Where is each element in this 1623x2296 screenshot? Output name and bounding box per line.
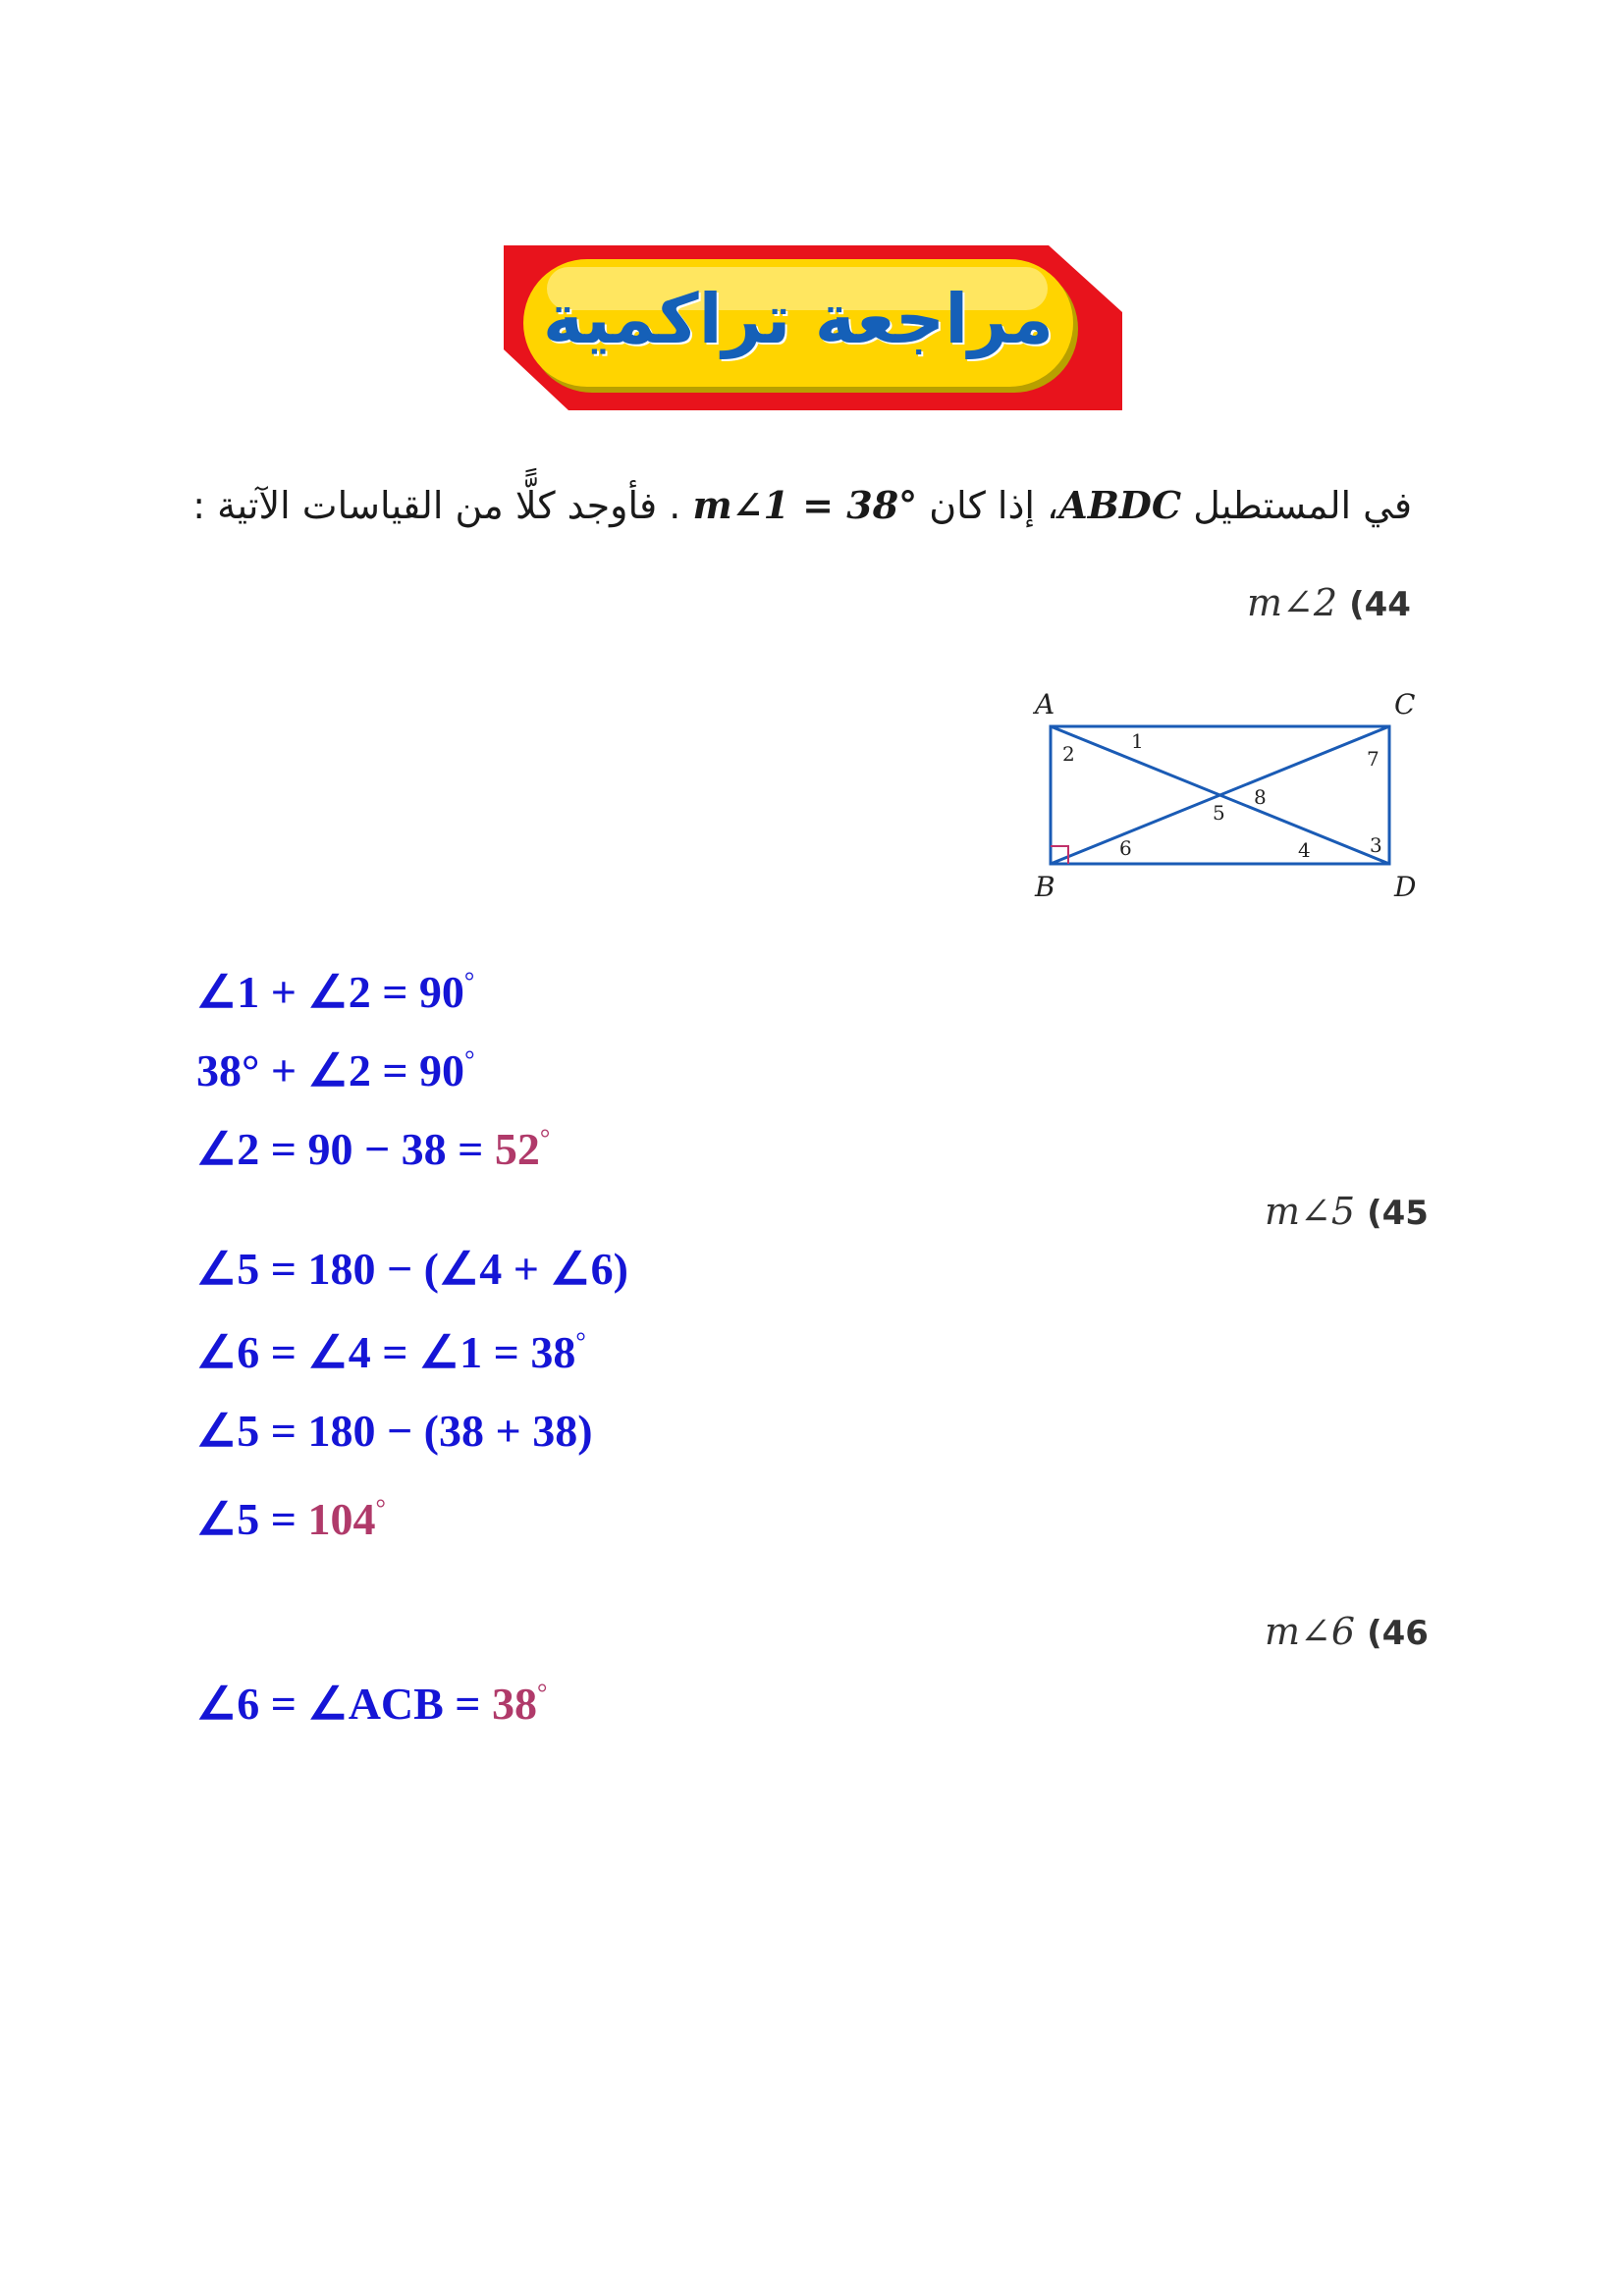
q45-step-2 — [196, 1325, 586, 1378]
question-45-label — [1265, 1190, 1429, 1233]
angle-label-6: 6 — [1119, 836, 1132, 860]
angle-label-7: 7 — [1367, 747, 1380, 771]
q45-answer: 104 — [307, 1494, 376, 1544]
section-banner — [504, 245, 1122, 412]
q45-step-3 — [196, 1404, 593, 1457]
q44-step-2-text: 38° + ∠2 = 90 — [196, 1045, 465, 1095]
intro-shape-name: ABDC — [1058, 483, 1182, 527]
problem-intro — [192, 483, 1412, 527]
q45-answer-deg: ° — [375, 1494, 386, 1522]
angle-label-4: 4 — [1298, 838, 1311, 862]
q45-step-1 — [196, 1242, 628, 1295]
q45-step-3-text: ∠5 = 180 − (38 + 38) — [196, 1406, 593, 1456]
q44-step-1-deg: ° — [463, 967, 475, 995]
q44-step-3 — [196, 1122, 550, 1175]
q44-step-1-text: ∠1 + ∠2 = 90 — [196, 967, 464, 1017]
question-44-number: (44 — [1349, 585, 1411, 624]
question-46-label — [1265, 1610, 1429, 1653]
vertex-c: C — [1394, 688, 1416, 721]
intro-text-middle: ، إذا كان — [929, 484, 1059, 527]
q44-step-3-text: ∠2 = 90 − 38 = — [196, 1124, 495, 1174]
question-44-label — [1247, 581, 1411, 624]
q45-step-4 — [196, 1492, 386, 1545]
intro-given: m∠1 = 38° — [692, 483, 918, 527]
q44-step-1 — [196, 965, 474, 1018]
q44-answer-deg: ° — [539, 1124, 551, 1152]
intro-text-after: . فأوجد كلًّا من القياسات الآتية : — [192, 484, 681, 527]
q46-answer: 38 — [492, 1679, 538, 1729]
question-45-expr: m∠5 — [1265, 1190, 1356, 1233]
q45-step-4-text: ∠5 = — [196, 1494, 308, 1544]
angle-label-2: 2 — [1062, 742, 1075, 766]
q44-answer: 52 — [494, 1124, 540, 1174]
q46-answer-deg: ° — [537, 1679, 548, 1707]
question-46-number: (46 — [1367, 1614, 1429, 1653]
question-46-expr: m∠6 — [1265, 1610, 1356, 1653]
rectangle-figure — [1021, 682, 1434, 918]
vertex-a: A — [1035, 688, 1055, 721]
question-45-number: (45 — [1367, 1194, 1429, 1233]
angle-label-1: 1 — [1131, 729, 1144, 753]
vertex-b: B — [1035, 871, 1055, 903]
q46-step-1 — [196, 1677, 547, 1730]
q45-step-2-deg: ° — [575, 1327, 586, 1356]
q44-step-2-deg: ° — [464, 1045, 475, 1074]
intro-text-before: في المستطيل — [1193, 484, 1412, 527]
q44-step-2 — [196, 1043, 474, 1096]
q45-step-1-text: ∠5 = 180 − (∠4 + ∠6) — [196, 1244, 628, 1294]
q45-step-2-text: ∠6 = ∠4 = ∠1 = 38 — [196, 1327, 576, 1377]
vertex-d: D — [1394, 871, 1417, 903]
angle-label-3: 3 — [1370, 833, 1382, 857]
banner-title: مراجعة تراكمية — [542, 279, 1055, 359]
question-44-expr: m∠2 — [1247, 581, 1338, 624]
angle-label-8: 8 — [1254, 785, 1267, 809]
angle-label-5: 5 — [1213, 801, 1225, 825]
rectangle-diagram — [1021, 682, 1434, 918]
q46-step-1-text: ∠6 = ∠ACB = — [196, 1679, 493, 1729]
